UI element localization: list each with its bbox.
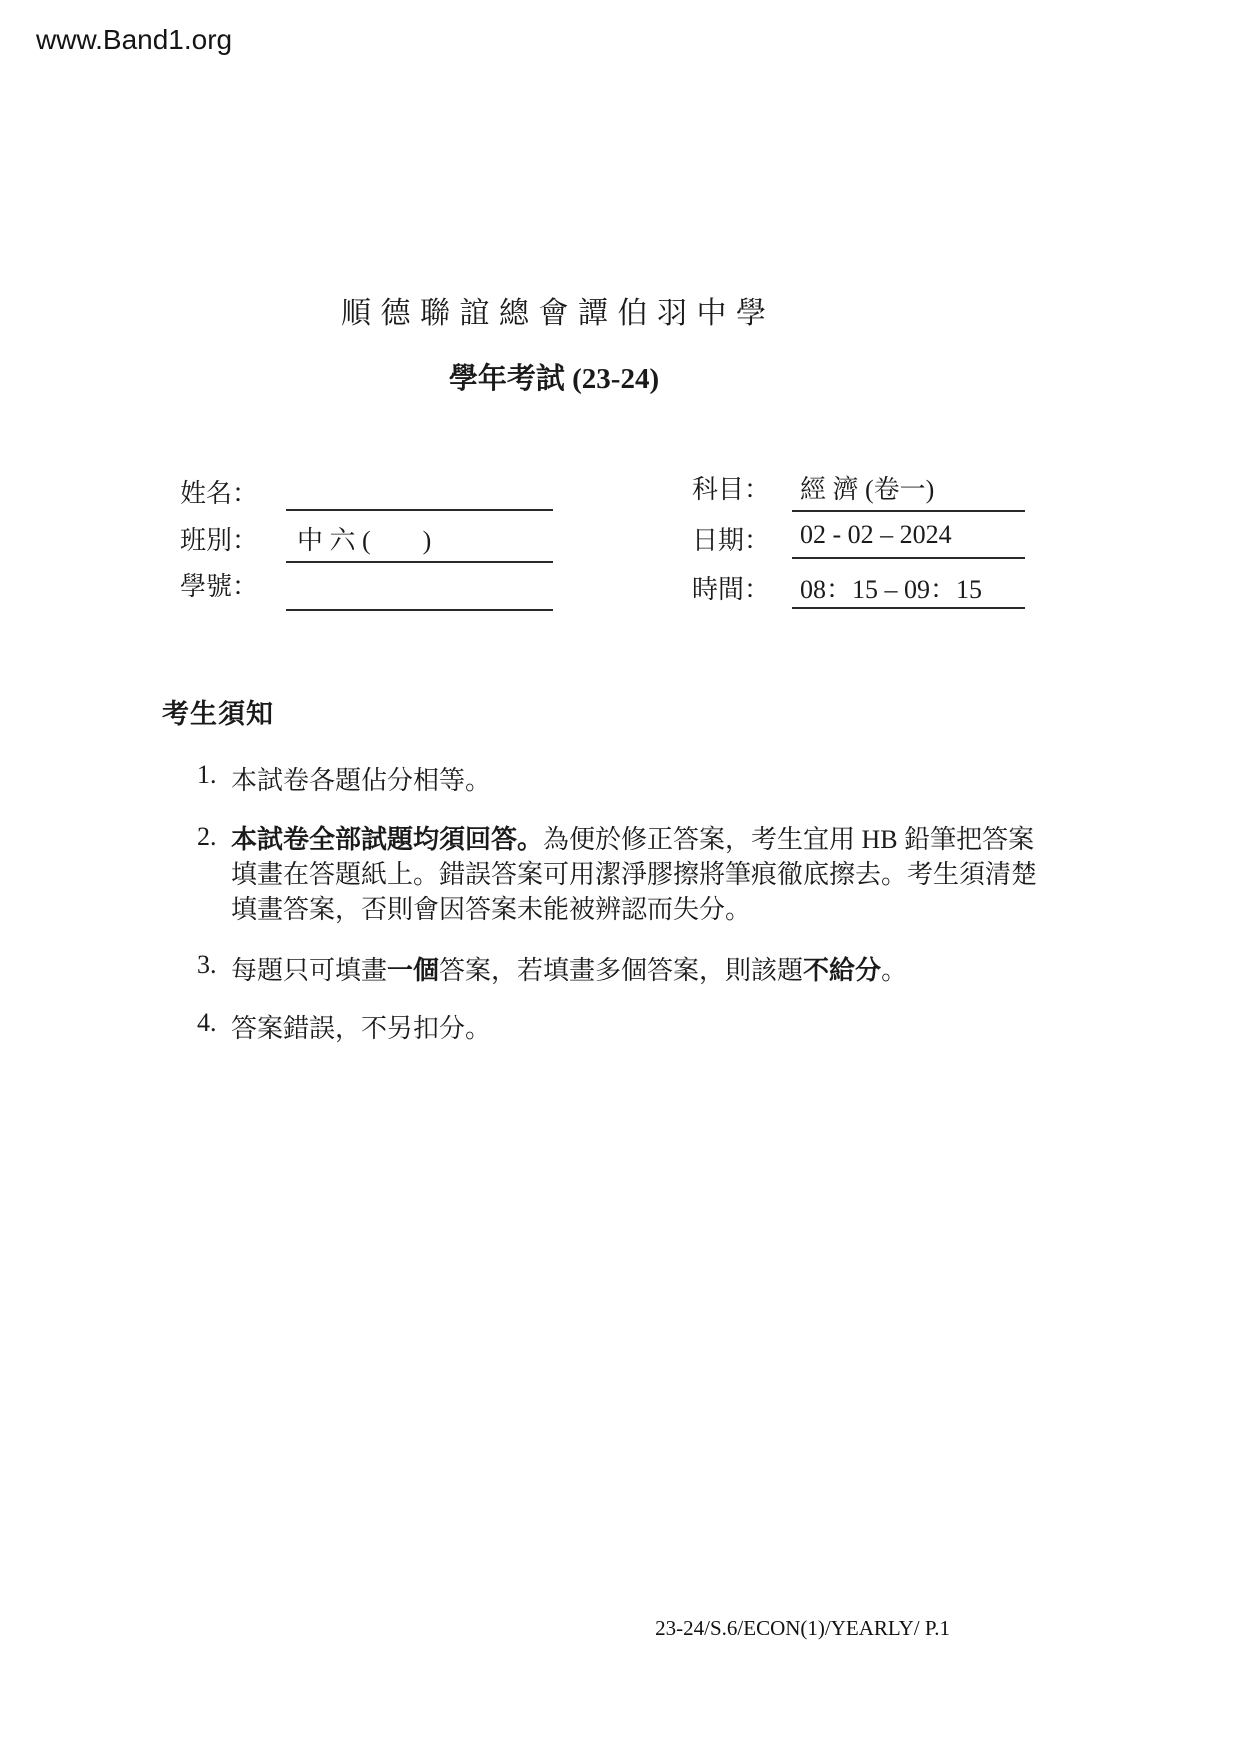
candidate-notes-heading: 考生須知: [162, 699, 274, 729]
note-2-bold-run: 本試卷全部試題均須回答。: [231, 825, 544, 854]
subject-value: 經 濟 (卷一): [800, 475, 935, 504]
subject-label: 科目：: [692, 475, 771, 504]
time-label: 時間：: [692, 575, 771, 604]
name-label: 姓名：: [180, 479, 259, 508]
note-1-number: 1.: [197, 760, 217, 789]
date-underline: [792, 557, 1025, 559]
school-name: 順 德 聯 誼 總 會 譚 伯 羽 中 學: [341, 297, 767, 330]
student-number-label: 學號：: [180, 572, 259, 601]
note-3-seg-1: 每題只可填畫: [231, 956, 388, 985]
class-value: 中 六 ( ): [297, 526, 432, 555]
class-label: 班別：: [180, 526, 259, 555]
note-3-seg-2: 答案，若填畫多個答案，則該題: [439, 956, 804, 985]
note-2-line-1: [231, 822, 1037, 857]
time-value: 08：15 – 09：15: [800, 575, 983, 604]
note-2-line-1-rest: 為便於修正答案，考生宜用 HB 鉛筆把答案: [543, 825, 1035, 854]
note-2-text: [231, 822, 1037, 927]
note-3-bold-2: 不給分: [803, 956, 882, 985]
student-number-blank-line: [286, 609, 553, 611]
exam-title: 學年考試 (23-24): [448, 363, 660, 395]
name-blank-line: [286, 509, 553, 511]
note-4-text: 答案錯誤，不另扣分。: [231, 1014, 492, 1043]
time-underline: [792, 607, 1025, 609]
note-3-seg-3: 。: [881, 956, 908, 985]
note-3-number: 3.: [197, 950, 217, 979]
subject-underline: [792, 510, 1025, 512]
note-2-line-3: 填畫答案，否則會因答案未能被辨認而失分。: [231, 895, 752, 924]
note-2-line-2: 填畫在答題紙上。錯誤答案可用潔淨膠擦將筆痕徹底擦去。考生須清楚: [231, 860, 1038, 889]
site-watermark: www.Band1.org: [36, 24, 233, 55]
date-value: 02 - 02 – 2024: [800, 520, 952, 549]
class-blank-line: [286, 561, 553, 563]
note-3-text: [231, 950, 907, 987]
note-1-text: 本試卷各題佔分相等。: [231, 766, 492, 795]
note-4-number: 4.: [197, 1008, 217, 1037]
note-3-bold-1: 一個: [387, 956, 440, 985]
note-2-number: 2.: [197, 822, 217, 851]
date-label: 日期：: [692, 526, 771, 555]
footer-page-reference: 23-24/S.6/ECON(1)/YEARLY/ P.1: [655, 1616, 950, 1640]
